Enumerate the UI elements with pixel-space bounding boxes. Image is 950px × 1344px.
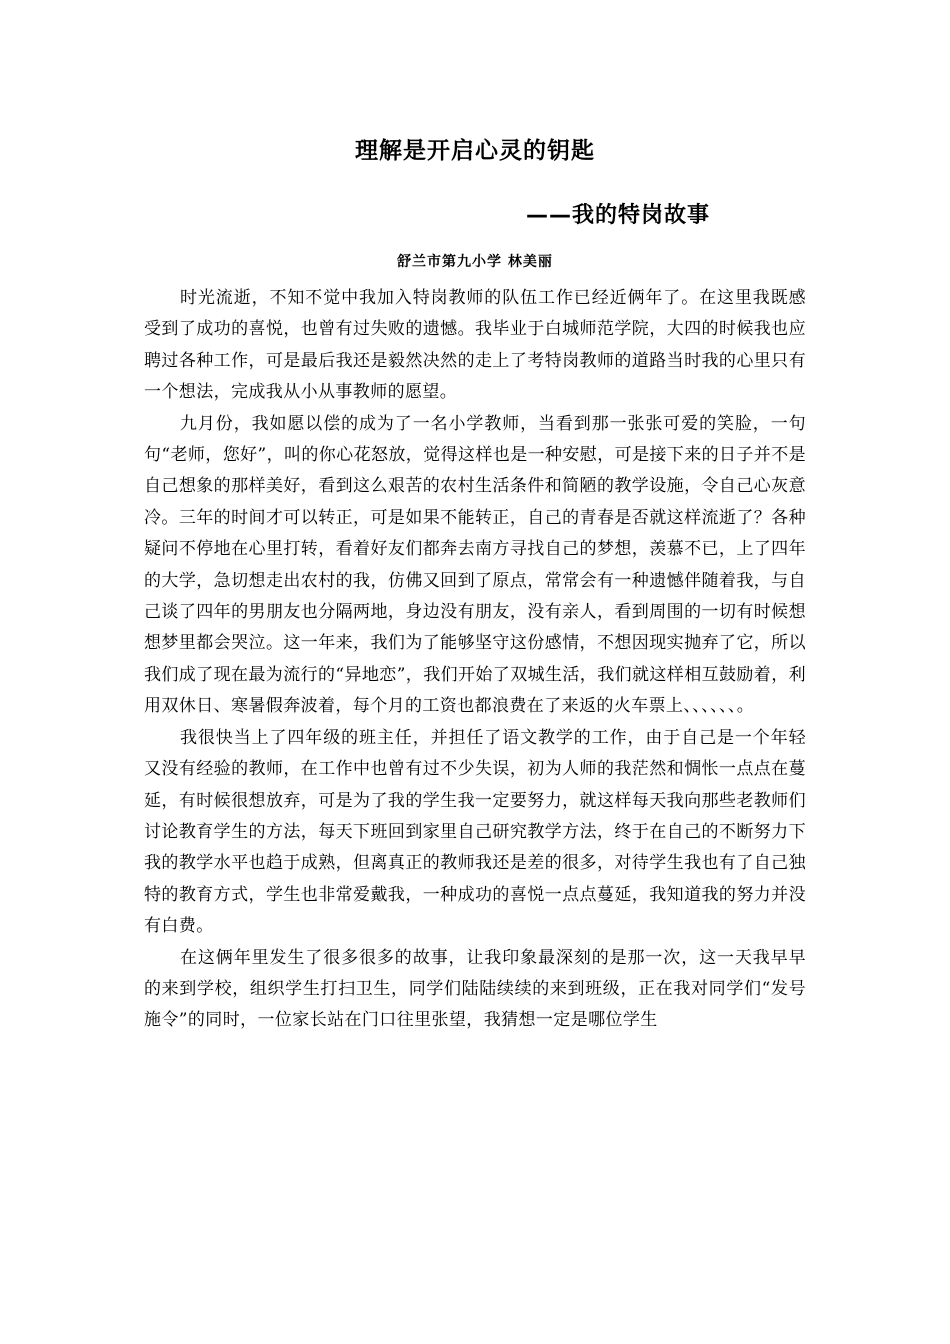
paragraph: 时光流逝，不知不觉中我加入特岗教师的队伍工作已经近俩年了。在这里我既感受到了成功的喜悦，也曾有过失败的遗憾。我毕业于白城师范学院，大四的时候我也应聘过各种工作，可是最后我还是毅然决然的走上了考特岗教师的道路当时我的心里只有一个想法，完成我从小从事教师的愿望。 [144,288,806,403]
paragraph: 我很快当上了四年级的班主任，并担任了语文教学的工作，由于自己是一个年轻又没有经验的教师，在工作中也曾有过不少失误，初为人师的我茫然和惆怅一点点在蔓延，有时候很想放弃，可是为了我的学生我一定要努力，就这样每天我向那些老教师们讨论教育学生的方法，每天下班回到家里自己研究教学方法，终于在自己的不断努力下我的教学水平也趋于成熟，但离真正的教师我还是差的很多，对待学生我也有了自己独特的教育方式，学生也非常爱戴我，一种成功的喜悦一点点蔓延，我知道我的努力并没有白费。 [144,727,806,937]
body-text [144,283,806,1037]
paragraph: 在这俩年里发生了很多很多的故事，让我印象最深刻的是那一次，这一天我早早的来到学校，组织学生打扫卫生，同学们陆陆续续的来到班级，正在我对同学们“发号施令”的同时，一位家长站在门口往里张望，我猜想一定是哪位学生 [144,947,806,1031]
paragraph: 九月份，我如愿以偿的成为了一名小学教师，当看到那一张张可爱的笑脸，一句句“老师，您好”，叫的你心花怒放，觉得这样也是一种安慰，可是接下来的日子并不是自己想象的那样美好，看到这么艰苦的农村生活条件和简陋的教学设施，令自己心灰意冷。三年的时间才可以转正，可是如果不能转正，自己的青春是否就这样流逝了？各种疑问不停地在心里打转，看着好友们都奔去南方寻找自己的梦想，羡慕不已，上了四年的大学，急切想走出农村的我，仿佛又回到了原点，常常会有一种遗憾伴随着我，与自己谈了四年的男朋友也分隔两地，身边没有朋友，没有亲人，看到周围的一切有时候想想梦里都会哭泣。这一年来，我们为了能够坚守这份感情，不想因现实抛弃了它，所以我们成了现在最为流行的“异地恋”，我们开始了双城生活，我们就这样相互鼓励着，利用双休日、寒暑假奔波着，每个月的工资也都浪费在了来返的火车票上、、、、、、。 [144,413,806,717]
document-title: 理解是开启心灵的钥匙 [355,138,595,164]
author-line: 舒兰市第九小学 林美丽 [397,254,553,270]
document-subtitle: ——我的特岗故事 [526,203,711,228]
